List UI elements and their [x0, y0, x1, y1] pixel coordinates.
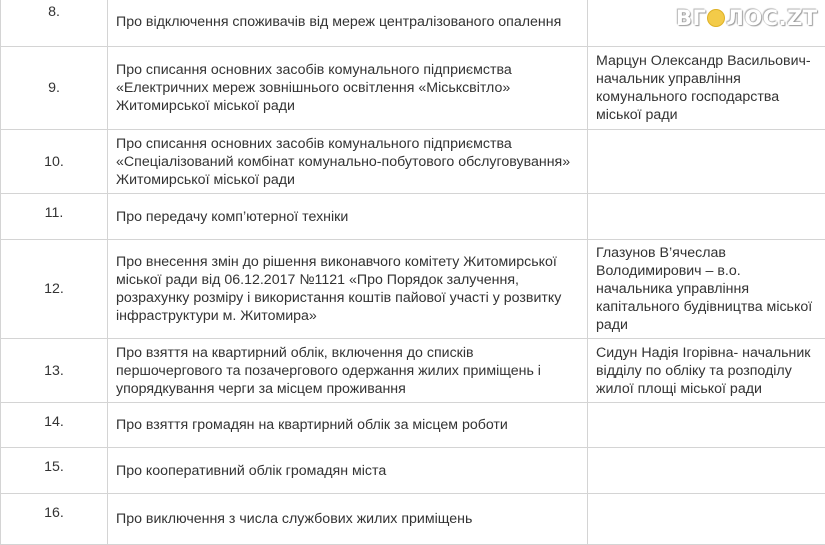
site-watermark-logo: [676, 6, 818, 30]
item-responsible: Сидун Надія Ігорівна- начальник відділу по обліку та розподілу жилої площі міської ради: [588, 339, 825, 403]
table-row: [1, 494, 825, 545]
item-number: 9.: [1, 47, 108, 130]
watermark-text-right: ЛОС.ZT: [726, 6, 817, 30]
item-responsible: [588, 130, 825, 194]
item-title: Про взяття на квартирний облік, включення до списків першочергового та позачергового одержання жилих приміщень і упорядкування черги за місцем проживання: [108, 339, 588, 403]
item-number: 15.: [1, 448, 108, 494]
table-row: [1, 194, 825, 240]
item-title: Про внесення змін до рішення виконавчого комітету Житомирської міської ради від 06.12.2017 №1121 «Про Порядок залучення, розрахунку розміру і використання коштів пайової участі у розвитку інфраструктури м. Житомира»: [108, 240, 588, 339]
table-row: [1, 240, 825, 339]
item-number: 16.: [1, 494, 108, 545]
table-row: [1, 47, 825, 130]
item-responsible: [588, 403, 825, 448]
item-title: Про кооперативний облік громадян міста: [108, 448, 588, 494]
item-responsible: [588, 194, 825, 240]
item-responsible: [588, 494, 825, 545]
table-row: [1, 339, 825, 403]
item-title: Про списання основних засобів комунального підприємства «Спеціалізований комбінат комунально-побутового обслуговування» Житомирської міської ради: [108, 130, 588, 194]
item-responsible: Глазунов В’ячеслав Володимирович – в.о. начальника управління капітального будівництва міської ради: [588, 240, 825, 339]
item-number: 11.: [1, 194, 108, 240]
watermark-text-left: ВГ: [676, 6, 706, 30]
globe-icon: [707, 9, 725, 27]
item-number: 12.: [1, 240, 108, 339]
item-title: Про відключення споживачів від мереж централізованого опалення: [108, 0, 588, 47]
table-row: [1, 130, 825, 194]
item-number: 8.: [1, 0, 108, 47]
item-responsible: [588, 448, 825, 494]
table-row: [1, 403, 825, 448]
item-title: Про списання основних засобів комунального підприємства «Електричних мереж зовнішнього освітлення «Міськсвітло» Житомирської міської ради: [108, 47, 588, 130]
item-number: 10.: [1, 130, 108, 194]
table-row: [1, 448, 825, 494]
item-responsible: Марцун Олександр Васильович- начальник управління комунального господарства міської ради: [588, 47, 825, 130]
item-number: 14.: [1, 403, 108, 448]
item-title: Про передачу комп’ютерної техніки: [108, 194, 588, 240]
item-title: Про виключення з числа службових жилих приміщень: [108, 494, 588, 545]
item-number: 13.: [1, 339, 108, 403]
item-title: Про взяття громадян на квартирний облік за місцем роботи: [108, 403, 588, 448]
